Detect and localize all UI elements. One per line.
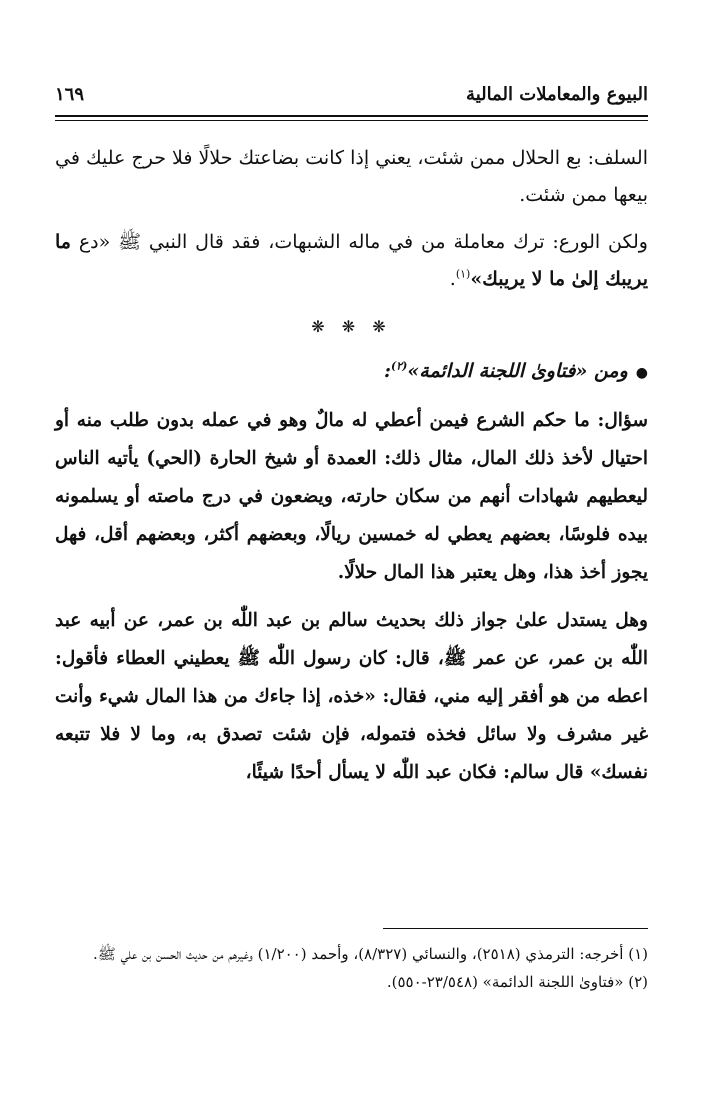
running-header — [55, 78, 648, 110]
header-rule-thin — [55, 120, 648, 121]
main-text — [55, 140, 648, 802]
paragraph-2-end: . — [449, 268, 456, 290]
page-number: ١٦٩ — [55, 83, 85, 105]
footnote-ref-1: (١) — [455, 267, 471, 281]
question-paragraph-1: سؤال: ما حكم الشرع فيمن أعطي له مالٌ وهو في عمله بدون طلب منه أو احتيال لأخذ ذلك المال، مثال ذلك: العمدة أو شيخ الحارة (الحي) يأتيه الناس ليعطيهم شهادات أنهم من سكان حارته، ويضعون في درج ماصته أو يسلمونه بيده فلوسًا، بعضهم يعطي له خمسين ريالًا، وبعضهم أكثر، وبعضهم أقل، فهل يجوز أخذ هذا، وهل يعتبر هذا المال حلالًا. — [55, 410, 648, 583]
header-rule-thick — [55, 115, 648, 117]
bullet-icon: ● — [635, 365, 648, 381]
section-separator: ❋ ❋ ❋ — [311, 317, 392, 336]
section-heading — [55, 353, 648, 392]
section-heading-colon: : — [384, 360, 392, 382]
paragraph-1: السلف: بع الحلال ممن شئت، يعني إذا كانت بضاعتك حلالًا فلا حرج عليك في بيعها ممن شئت. — [55, 147, 648, 206]
footnote-separator — [383, 928, 648, 929]
hadith-quote: ما يريبك إلىٰ ما لا يريبك» — [55, 231, 648, 290]
question-paragraph-2: وهل يستدل علىٰ جواز ذلك بحديث سالم بن عبد اللّٰه بن عمر، عن أبيه عبد اللّٰه بن عمر، عن عمر ﷺ، قال: كان رسول اللّٰه ﷺ يعطيني العطاء فأقول: اعطه من هو أفقر إليه مني، فقال: «خذه، إذا جاءك من هذا المال شيء وأنت غير مشرف ولا سائل فخذه فتموله، فإن شئت تصدق به، وما لا فلا تتبعه نفسك» قال سالم: فكان عبد اللّٰه لا يسأل أحدًا شيئًا، — [55, 610, 648, 783]
paragraph-2 — [55, 224, 648, 298]
paragraph-2-text: ولكن الورع: ترك معاملة من في ماله الشبهات، فقد قال النبي ﷺ «دع — [78, 231, 648, 253]
footnotes — [55, 940, 648, 996]
footnote-2: (٢) «فتاوىٰ اللجنة الدائمة» (٢٣/٥٤٨-٥٥٠). — [386, 973, 648, 991]
footnote-1: (١) أخرجه: الترمذي (٢٥١٨)، والنسائي (٨/٣٢٧)، وأحمد (١/٢٠٠) وغيرهم من حديث الحسن بن علي ﷺ. — [93, 945, 648, 963]
section-heading-text: ومن «فتاوىٰ اللجنة الدائمة» — [407, 360, 628, 382]
header-title: البيوع والمعاملات المالية — [466, 83, 648, 105]
footnote-ref-2: (٢) — [391, 359, 408, 373]
